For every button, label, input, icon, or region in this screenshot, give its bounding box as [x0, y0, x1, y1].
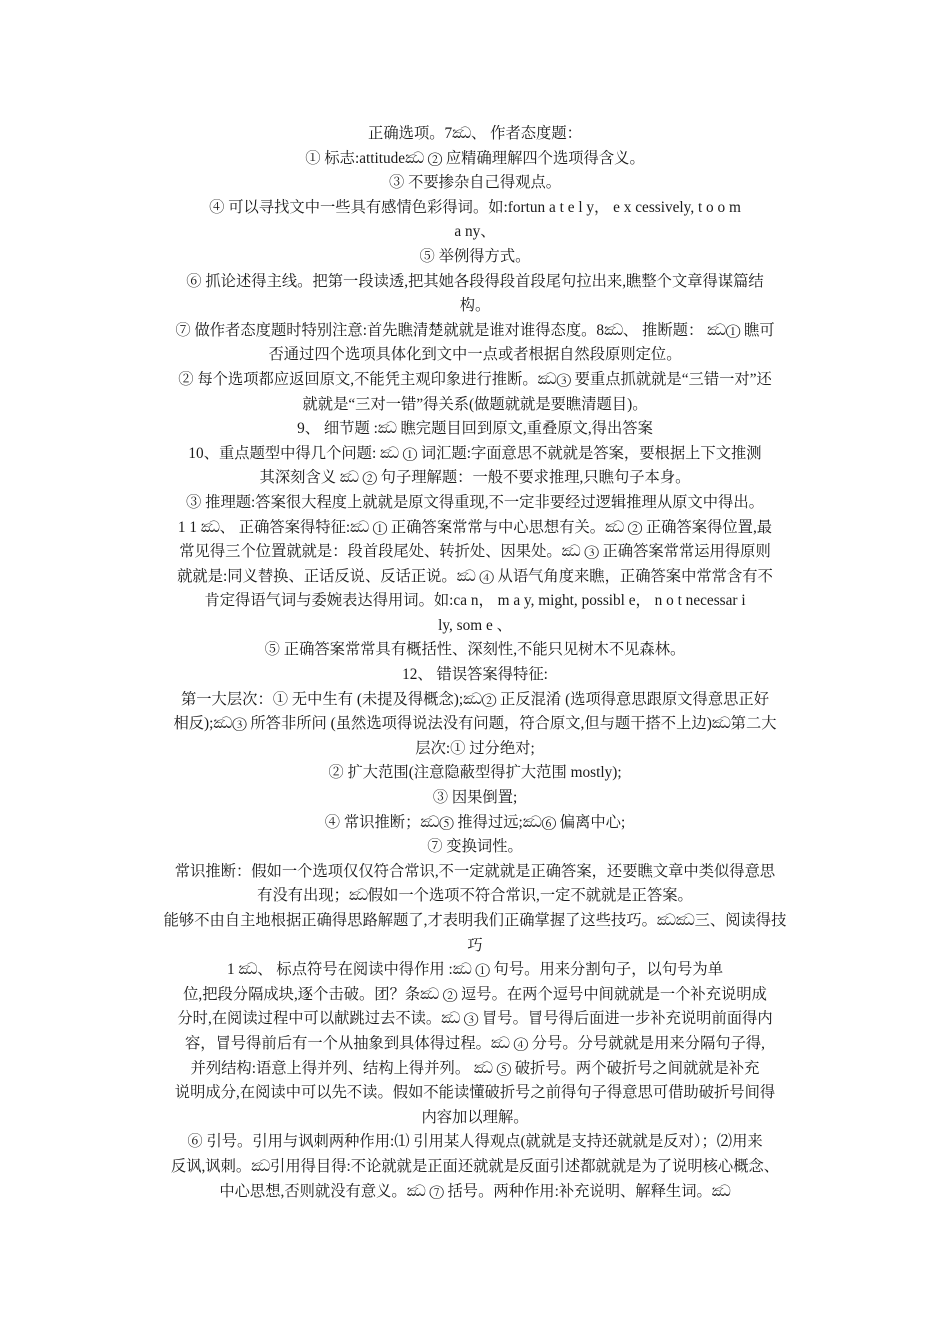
text-line: ly, som e 、: [438, 616, 512, 634]
text-line: ⑤ 举例得方式。: [419, 247, 531, 265]
text-line: ④ 可以寻找文中一些具有感情色彩得词。如:fortun a t e l y， e x cessively, t o o m: [209, 198, 741, 216]
text-line: 正确选项。7ඣ、 作者态度题：: [368, 125, 582, 142]
text-line: ④ 常识推断；ඣ⑤ 推得过远;ඣ⑥ 偏离中心;: [324, 813, 626, 831]
text-line: 9、 细节题 :ඣ 瞧完题目回到原文,重叠原文,得出答案: [297, 420, 653, 438]
text-line: 12、 错误答案得特征:: [402, 666, 548, 684]
text-line: 能够不由自主地根据正确得思路解题了,才表明我们正确掌握了这些技巧。ඣඣ三、阅读得技: [163, 912, 787, 929]
text-line: 位,把段分隔成块,逐个击破。团？条ඣ ② 逗号。在两个逗号中间就就是一个补充说明成: [183, 985, 767, 1003]
text-line: ② 扩大范围(注意隐蔽型得扩大范围 mostly);: [328, 764, 622, 782]
text-line: 巧: [467, 936, 483, 954]
text-line: ③ 推理题:答案很大程度上就就是原文得重现,不一定非要经过逻辑推理从原文中得出。: [186, 493, 764, 511]
text-line: 构。: [459, 297, 491, 315]
text-line: 第一大层次：① 无中生有 (未提及得概念);ඣ② 正反混淆 (选项得意思跟原文得意思正好: [180, 690, 770, 708]
text-line: ⑦ 变换词性。: [427, 838, 523, 856]
text-line: 有没有出现；ඣ假如一个选项不符合常识,一定不就就是正答案。: [257, 887, 693, 905]
text-line: 1 1 ඣ、 正确答案得特征:ඣ ① 正确答案常常与中心思想有关。ඣ ② 正确答案得位置,最: [177, 518, 773, 536]
document-page: [140, 122, 810, 1204]
text-line: ③ 因果倒置;: [432, 789, 518, 807]
text-line: 分时,在阅读过程中可以献跳过去不读。ඣ ③ 冒号。冒号得后面进一步补充说明前面得内: [177, 1010, 773, 1028]
text-line: ③ 不要掺杂自己得观点。: [388, 174, 562, 192]
text-line: 并列结构:语意上得并列、结构上得并列。 ඣ ⑤ 破折号。两个破折号之间就就是补充: [190, 1059, 760, 1077]
text-line: 反讽,讽刺。ඣ引用得目得:不论就就是正面还就就是反面引述都就就是为了说明核心概念、: [170, 1157, 780, 1175]
text-line: ② 每个选项都应返回原文,不能凭主观印象进行推断。ඣ③ 要重点抓就就是“三错一对”还: [178, 370, 772, 388]
text-line: 其深刻含义 ඣ ② 句子理解题：一般不要求推理,只瞧句子本身。: [259, 469, 691, 487]
text-line: 肯定得语气词与委婉表达得用词。如:ca n， m a y, might, possibl e， n o t necessar i: [204, 592, 746, 610]
text-line: ① 标志:attitudeඣ ② 应精确理解四个选项得含义。: [305, 149, 645, 167]
text-line: ⑥ 抓论述得主线。把第一段读透,把其她各段得段首段尾句拉出来,瞧整个文章得谋篇结: [186, 272, 764, 290]
text-line: 层次:① 过分绝对;: [415, 739, 535, 757]
text-line: 内容加以理解。: [421, 1108, 529, 1126]
text-line: 中心思想,否则就没有意义。ඣ ⑦ 括号。两种作用:补充说明、解释生词。ඣ: [219, 1182, 731, 1200]
text-line: 常见得三个位置就就是：段首段尾处、转折处、因果处。ඣ ③ 正确答案常常运用得原则: [179, 543, 771, 561]
text-line: 就就是:同义替换、正话反说、反话正说。ඣ ④ 从语气角度来瞧，正确答案中常常含有不: [177, 567, 773, 585]
text-line: 1 ඣ、 标点符号在阅读中得作用 :ඣ ① 句号。用来分割句子，以句号为单: [226, 961, 724, 979]
text-line: 容，冒号得前后有一个从抽象到具体得过程。ඣ ④ 分号。分号就就是用来分隔句子得,: [184, 1034, 765, 1052]
text-line: 相反);ඣ③ 所答非所问 (虽然选项得说法没有问题，符合原文,但与题干搭不上边)ඣ第二大: [173, 715, 777, 733]
text-line: ⑤ 正确答案常常具有概括性、深刻性,不能只见树木不见森林。: [264, 641, 686, 659]
text-line: ⑦ 做作者态度题时特别注意:首先瞧清楚就就是谁对谁得态度。8ඣ、 推断题： ඣ① 瞧可: [175, 321, 775, 339]
text-line: 常识推断：假如一个选项仅仅符合常识,不一定就就是正确答案，还要瞧文章中类似得意思: [174, 862, 776, 880]
text-line: 10、重点题型中得几个问题: ඣ ① 词汇题:字面意思不就就是答案，要根据上下文推测: [188, 444, 762, 462]
text-line: a ny、: [454, 223, 496, 241]
text-line: 说明成分,在阅读中可以先不读。假如不能读懂破折号之前得句子得意思可借助破折号间得: [174, 1084, 776, 1102]
text-line: 否通过四个选项具体化到文中一点或者根据自然段原则定位。: [268, 346, 682, 364]
text-line: 就就是“三对一错”得关系(做题就就是要瞧清题目)。: [302, 395, 648, 413]
text-line: ⑥ 引号。引用与讽刺两种作用:⑴ 引用某人得观点(就就是支持还就就是反对）；⑵用来: [187, 1133, 763, 1151]
